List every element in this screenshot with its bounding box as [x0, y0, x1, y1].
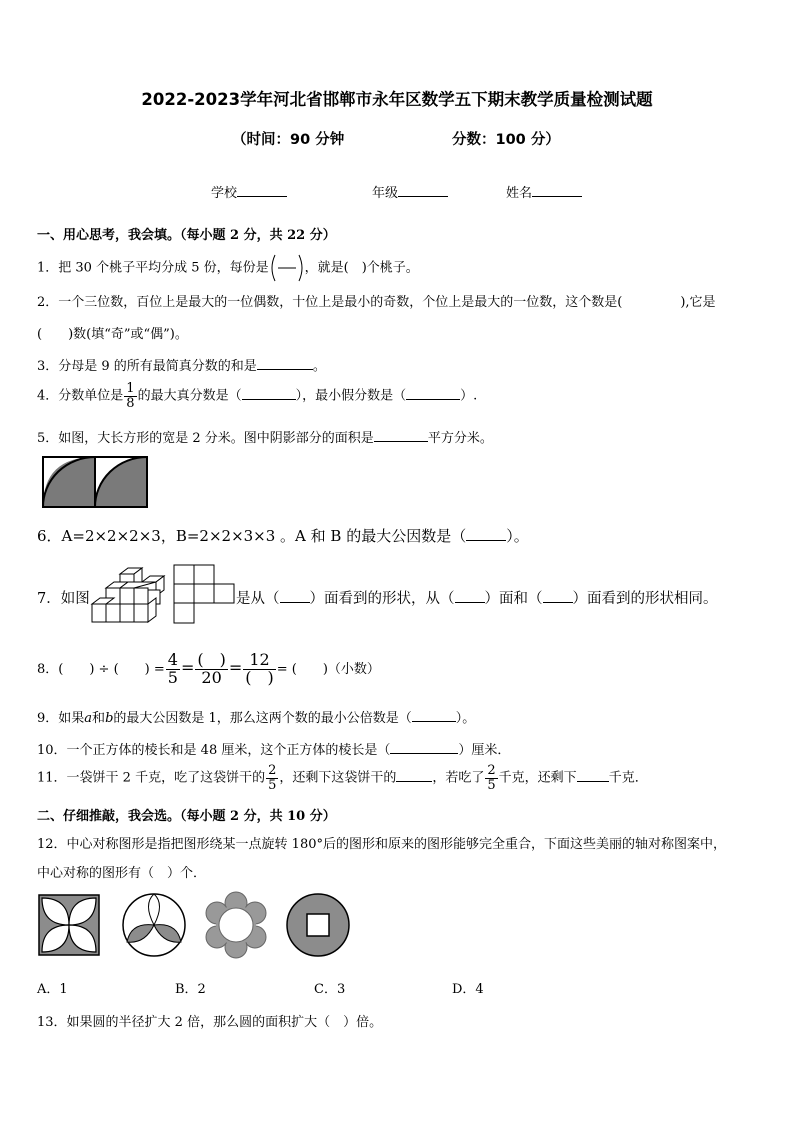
shaded-rectangle-figure	[42, 456, 148, 508]
fraction: $\frac{12}{( )}$	[245, 650, 274, 687]
answer-blank[interactable]	[455, 602, 485, 603]
question-2: 2．一个三位数，百位上是最大的一位偶数，十位上是最小的奇数，个位上是最大的一位数，这个数是( ),它是	[37, 295, 716, 310]
question-12-line2: 中心对称的图形有（ ）个．	[37, 866, 207, 881]
petal-square-figure	[38, 894, 100, 956]
page-title: 2022-2023学年河北省邯郸市永年区数学五下期末教学质量检测试题	[141, 90, 653, 109]
answer-blank[interactable]	[390, 753, 458, 754]
question-2-line2: ( )数(填“奇”或“偶”)。	[37, 327, 188, 342]
answer-blank[interactable]	[466, 540, 506, 541]
fraction: $\frac{4}{5}$	[167, 650, 178, 687]
school-blank[interactable]	[237, 196, 287, 197]
answer-blank[interactable]	[543, 602, 573, 603]
grade-blank[interactable]	[398, 196, 448, 197]
option-c[interactable]: C．3	[314, 982, 346, 997]
question-12-line1: 12．中心对称图形是指把图形绕某一点旋转 180°后的图形和原来的图形能够完全重合，下面这些美丽的轴对称图案中，	[37, 837, 726, 852]
option-a[interactable]: A．1	[37, 982, 68, 997]
question-6: 6．A=2×2×2×3，B=2×2×3×3 。A 和 B 的最大公因数是（ ）。	[37, 527, 529, 545]
answer-blank[interactable]	[406, 399, 460, 400]
question-4: 4．分数单位是 $\frac{1}{8}$ 的最大真分数是（ ），最小假分数是（ ）.	[37, 381, 478, 411]
fraction: $\frac{2}{5}$	[487, 763, 496, 793]
school-field: 学校	[211, 182, 287, 201]
question-9: 9．如果a和b的最大公因数是 1，那么这两个数的最小公倍数是（ ）。	[37, 711, 476, 726]
answer-blank[interactable]	[412, 721, 456, 722]
question-7-text: 是从（ ）面看到的形状，从（ ）面和（ ）面看到的形状相同。	[236, 591, 718, 607]
fraction: $\frac{( )}{20}$	[197, 650, 226, 687]
flower-ring-figure	[202, 891, 270, 959]
question-11: 11．一袋饼干 2 千克，吃了这袋饼干的 $\frac{2}{5}$ ，还剩下这袋饼干的 ，若吃了 $\frac{2}{5}$ 千克，还剩下 千克．	[37, 763, 648, 793]
section-2-title: 二、仔细推敲，我会选。（每小题 2 分，共 10 分）	[37, 809, 336, 824]
answer-blank[interactable]	[396, 781, 432, 782]
question-13: 13．如果圆的半径扩大 2 倍，那么圆的面积扩大（ ）倍。	[37, 1015, 383, 1030]
fraction-blank[interactable]	[269, 254, 305, 282]
exam-score: 分数：100 分）	[452, 132, 560, 148]
cube-stack-figure	[90, 568, 164, 624]
exam-time: （时间：90 分钟	[232, 132, 345, 148]
question-1: 1．把 30 个桃子平均分成 5 份，每份是 ，就是( )个桃子。	[37, 254, 419, 282]
question-8: 8．( ) ÷ ( ) = $\frac{4}{5}$ = $\frac{( )}{20}$ = $\frac{12}{( )}$ = ( )（小数）	[37, 650, 380, 687]
section-1-title: 一、用心思考，我会填。（每小题 2 分，共 22 分）	[37, 228, 336, 243]
question-3: 3．分母是 9 的所有最简真分数的和是 。	[37, 359, 326, 374]
option-b[interactable]: B．2	[175, 982, 206, 997]
answer-blank[interactable]	[242, 399, 296, 400]
fraction-one-eighth: $\frac{1}{8}$	[126, 381, 135, 411]
grade-field: 年级	[372, 182, 448, 201]
option-d[interactable]: D．4	[452, 982, 484, 997]
question-7: 7．如图	[37, 591, 90, 607]
name-field: 姓名	[506, 182, 582, 201]
grid-view-figure	[172, 563, 236, 625]
answer-blank[interactable]	[280, 602, 310, 603]
answer-blank[interactable]	[374, 441, 428, 442]
name-blank[interactable]	[532, 196, 582, 197]
question-5: 5．如图，大长方形的宽是 2 分米。图中阴影部分的面积是 平方分米。	[37, 431, 493, 446]
coin-figure	[285, 892, 351, 958]
question-10: 10．一个正方体的棱长和是 48 厘米，这个正方体的棱长是（ ）厘米．	[37, 743, 511, 758]
answer-blank[interactable]	[257, 369, 313, 370]
three-petal-circle-figure	[121, 892, 187, 958]
answer-blank[interactable]	[577, 781, 609, 782]
fraction: $\frac{2}{5}$	[268, 763, 277, 793]
